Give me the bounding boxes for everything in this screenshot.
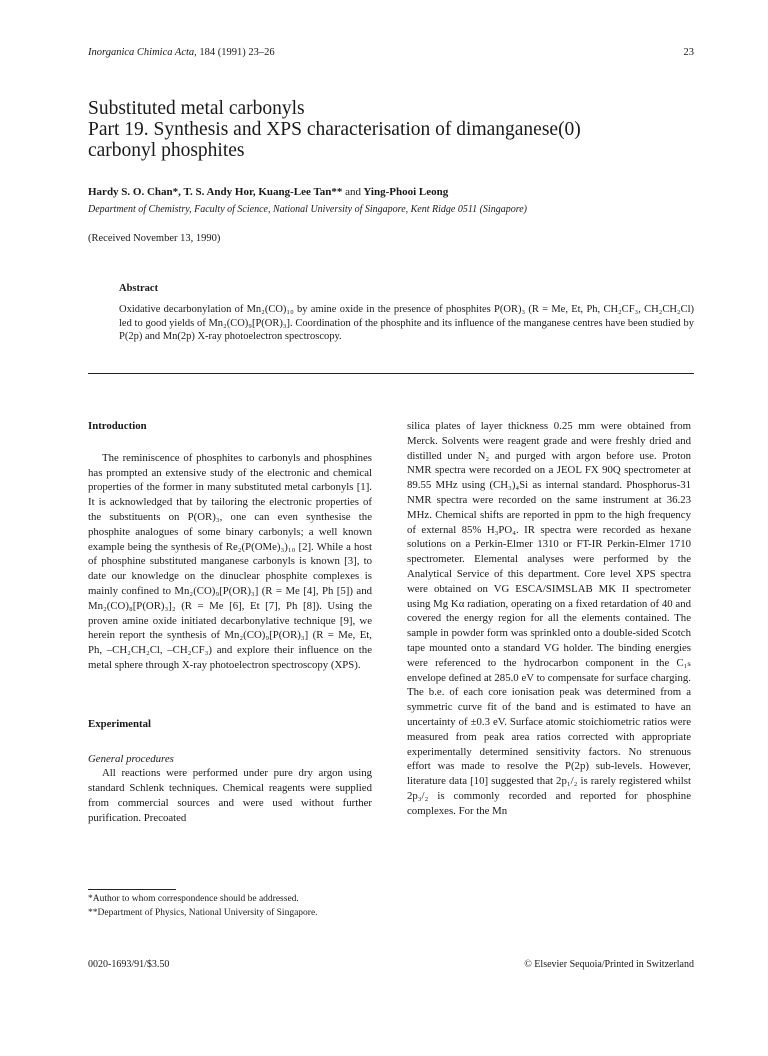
- running-head: [88, 47, 694, 58]
- general-procedures-subheading: General procedures: [88, 752, 174, 765]
- page-number: 23: [683, 47, 694, 58]
- title-line-1: Substituted metal carbonyls: [88, 98, 305, 119]
- abstract-text: Oxidative decarbonylation of Mn₂(CO)₁₀ by amine oxide in the presence of phosphites P(OR)₃ (R = Me, Et, Ph, CH₂CF₃, CH₂CH₂Cl) led to good yields of Mn₂(CO)₉[P(OR)₃]. Coordination of the phosphite and its influence of the manganese centres have been studied by P(2p) and Mn(2p) X-ray photoelectron spectroscopy.: [119, 304, 694, 343]
- authors-group-2: Ying-Phooi Leong: [363, 186, 449, 198]
- experimental-paragraph-right: silica plates of layer thickness 0.25 mm were obtained from Merck. Solvents were reagent grade and were freshly dried and distilled under N₂ and purged with argon before use. Proton NMR spectra were recorded on a JEOL FX 90Q spectrometer at 89.55 MHz using (CH₃)₄Si as internal standard. Phosphorus-31 NMR spectra were recorded on the same instrument at 36.23 MHz. Chemical shifts are reported in ppm to the high frequency of external 85% H₃PO₄. IR spectra were recorded as hexane solutions on a Perkin-Elmer 1310 or FT-IR Perkin-Elmer 1710 spectrometer. Elemental analyses were performed by the Analytical Service of this department. Core level XPS spectra were obtained on VG ESCA/SIMSLAB MK II spectrometer using Mg Kα radiation, operating on a fixed retardation of 40 and covered the energy region for all the elements contained. The sample in powder form was sprinkled onto a double-sided Scotch tape mounted onto a standard VG holder. The binding energies were referenced to the hydrocarbon component in the C₁ₛ envelope defined at 285.0 eV to compensate for surface charging. The b.e. of each core ionisation peak was determined from a symmetric curve fit of the band and is estimated to have an uncertainty of ±0.3 eV. Surface atomic stoichiometric ratios were measured from peak area ratios corrected with appropriate experimentally determined sensitivity factors. No strenuous effort was made to resolve the P(2p) sub-levels. However, literature data [10] suggested that 2p₁/₂ is rarely registered whilst 2p₃/₂ is commonly recorded and reported for phosphine complexes. For the Mn: [407, 420, 691, 817]
- experimental-paragraph-left: All reactions were performed under pure dry argon using standard Schlenk techniques. Chemical reagents were supplied from commercial sources and were used without further purification. Precoated: [88, 767, 372, 824]
- left-column: [88, 419, 372, 826]
- journal-name: Inorganica Chimica Acta,: [88, 47, 197, 58]
- footnote-divider: [88, 889, 176, 890]
- experimental-heading: Experimental: [88, 717, 151, 730]
- journal-citation: 184 (1991) 23–26: [199, 47, 275, 58]
- authors-group-1: Hardy S. O. Chan*, T. S. Andy Hor, Kuang-Lee Tan**: [88, 186, 343, 198]
- received-date: (Received November 13, 1990): [88, 233, 221, 244]
- issn-price: 0020-1693/91/$3.50: [88, 959, 170, 970]
- publisher-notice: © Elsevier Sequoia/Printed in Switzerland: [524, 959, 694, 970]
- abstract-divider: [88, 373, 694, 374]
- right-column: [407, 419, 691, 819]
- footnotes: [88, 893, 378, 920]
- authors-conjunction: and: [345, 186, 362, 198]
- footnote-corresponding-author: *Author to whom correspondence should be addressed.: [88, 894, 299, 904]
- author-list: [88, 186, 698, 198]
- abstract-heading: Abstract: [119, 283, 159, 294]
- introduction-heading: Introduction: [88, 420, 147, 432]
- title-line-2: Part 19. Synthesis and XPS characterisation of dimanganese(0): [88, 119, 581, 140]
- article-title: [88, 98, 698, 161]
- introduction-paragraph: The reminiscence of phosphites to carbonyls and phosphines has prompted an extensive study of the electronic and chemical properties of the former in many substituted metal carbonyls [1]. It is acknowledged that by tailoring the electronic properties of the substituents on P(OR)₃, one can even synthesise the phosphite analogues of some binary carbonyls; a well known example being the synthesis of Re₂(P(OMe)₃)₁₀ [2]. While a host of phosphine substituted manganese carbonyls is known [3], to date our knowledge on the dinuclear phosphite complexes is mainly confined to Mn₂(CO)₉[P(OR)₃] (R = Me [4], Ph [5]) and Mn₂(CO)₈[P(OR)₃]₂ (R = Me [6], Et [7], Ph [8]). Using the proven amine oxide initiated decarbonylative technique [9], we herein report the synthesis of Mn₂(CO)₉[P(OR)₃] (R = Me, Et, Ph, –CH₂CH₂Cl, –CH₂CF₃) and explore their influence on the metal sphere through X-ray photoelectron spectroscopy (XPS).: [88, 451, 372, 671]
- footnote-physics-department: **Department of Physics, National University of Singapore.: [88, 907, 318, 918]
- affiliation: Department of Chemistry, Faculty of Science, National University of Singapore, Kent Ridge 0511 (Singapore): [88, 204, 527, 215]
- title-line-3: carbonyl phosphites: [88, 140, 245, 161]
